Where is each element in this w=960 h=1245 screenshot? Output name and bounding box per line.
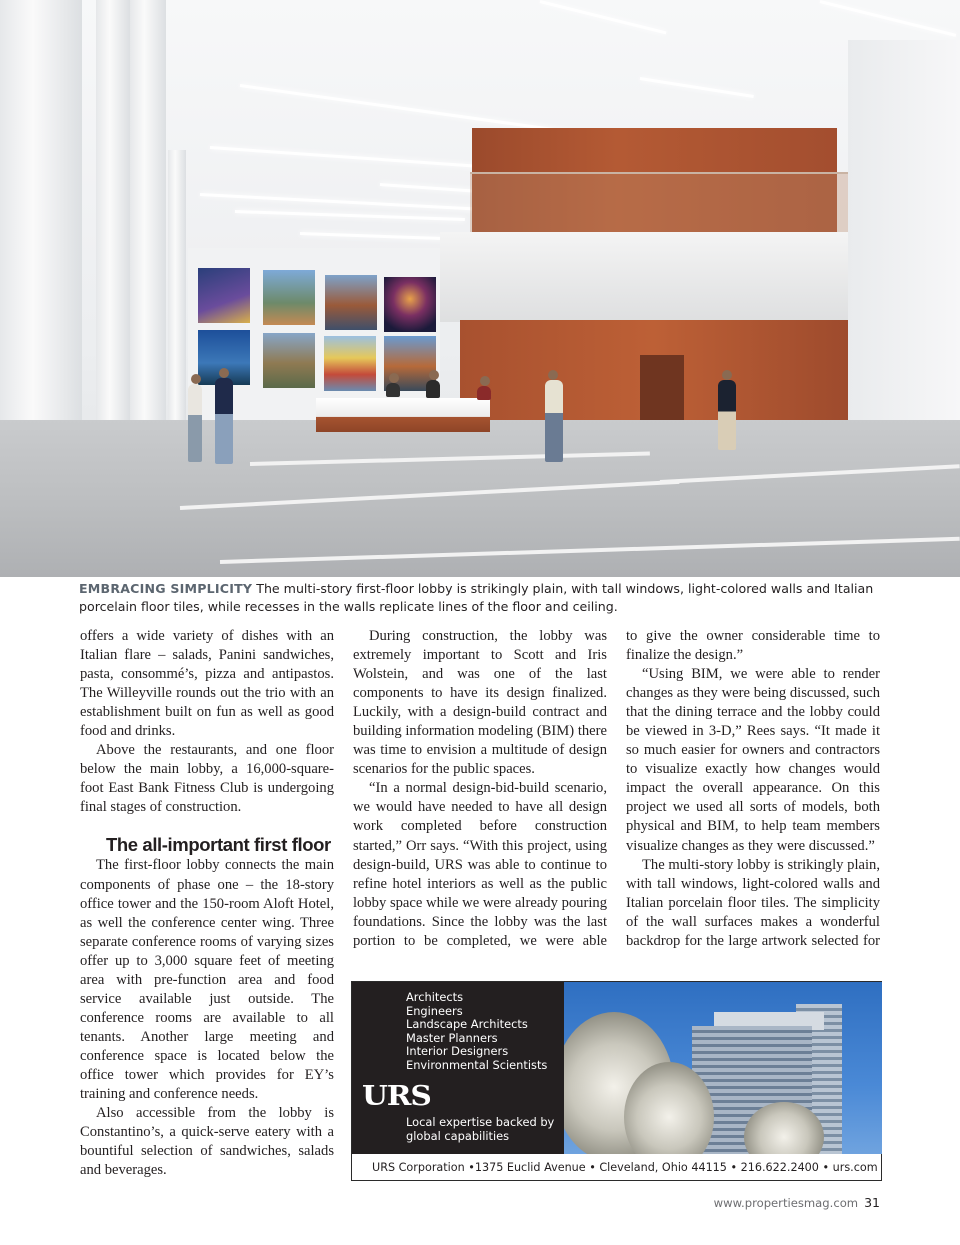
- artwork: [263, 333, 315, 388]
- ad-tagline: Local expertise backed by global capabilities: [406, 1115, 555, 1143]
- lobby-photo: [0, 0, 960, 577]
- paragraph: to give the owner considerable time to finalize the design.”: [626, 628, 880, 664]
- ad-service-item: Architects: [406, 990, 464, 1004]
- glass-railing: [470, 172, 850, 234]
- artwork: [263, 270, 315, 325]
- article-column-2: [353, 627, 607, 951]
- article-column-3: [626, 627, 880, 951]
- person: [386, 383, 400, 397]
- column: [130, 0, 166, 480]
- person: [215, 378, 233, 464]
- article-column-1: [80, 627, 334, 1180]
- ad-service-item: Landscape Architects: [406, 1017, 528, 1032]
- person: [191, 374, 201, 384]
- reception-desk: [316, 398, 490, 432]
- urs-advertisement[interactable]: [351, 981, 882, 1181]
- balcony: [440, 232, 852, 322]
- person: [722, 370, 732, 380]
- paragraph: offers a wide variety of dishes with an Italian flare – salads, Panini sandwiches, pasta, consommé’s, pizza and antipastos. The Willeyville rounds out the trio with an establishment built on fun as well as good food and drinks.: [80, 628, 334, 740]
- artwork: [198, 268, 250, 323]
- person: [426, 380, 440, 398]
- paragraph: The first-floor lobby connects the main components of phase one – the 18-story office tower and the 150-room Aloft Hotel, as well the conference center wing. Three separate conference rooms of varying sizes offer up to 3,000 square feet of meeting area with pre-function area and food service available just outside. The conference rooms are available to all tenants. Another large meeting and conference space is located below the office tower which provides for EY’s training and conference needs.: [80, 857, 334, 1103]
- person: [545, 380, 563, 462]
- paragraph: “In a normal design-bid-build scenario, we would have needed to have all design work completed before construction started,” Orr says. “With this project, using design-build, URS was able to continue to refine hotel interiors as well as the public lobby space while we were already pouring foundations. Since the lobby was the last portion to be completed, we were able: [353, 780, 607, 949]
- artwork: [324, 336, 376, 391]
- ad-service-item: Master Planners: [406, 1030, 498, 1045]
- artwork: [384, 277, 436, 332]
- page-folio: [714, 1195, 880, 1210]
- section-heading: The all-important first floor: [106, 834, 331, 856]
- person: [480, 376, 490, 386]
- paragraph: “Using BIM, we were able to render changes as they were being discussed, such that the dining terrace and the lobby could be viewed in 3-D,” Rees says. “It made it so much easier for owners and contractors to visualize exactly how changes would impact the overall appearance. On this project we used all sorts of models, both physical and BIM, to help team members visualize changes as they were discussed.”: [626, 666, 880, 854]
- person: [477, 386, 491, 400]
- artwork: [325, 275, 377, 330]
- page-number: 31: [864, 1195, 880, 1210]
- paragraph: Above the restaurants, and one floor below the main lobby, a 16,000-square-foot East Bank Fitness Club is undergoing final stages of construction.: [80, 742, 334, 816]
- column: [168, 150, 186, 450]
- person: [718, 380, 736, 450]
- person: [548, 370, 558, 380]
- paragraph: Also accessible from the lobby is Constantino’s, a quick-serve eatery with a bountiful selection of sandwiches, salads and beverages.: [80, 1105, 334, 1179]
- paragraph: The multi-story lobby is strikingly plain, with tall windows, light-colored walls and Italian porcelain floor tiles. The simplicity of the wall surfaces makes a wonderful backdrop for the large artwork selected for: [626, 856, 880, 949]
- caption-lead: EMBRACING SIMPLICITY: [79, 581, 253, 596]
- ad-service-item: Interior Designers: [406, 1044, 509, 1059]
- ad-service-item: Engineers: [406, 1003, 463, 1018]
- photo-caption: [79, 580, 889, 615]
- person: [219, 368, 229, 378]
- paragraph: During construction, the lobby was extremely important to Scott and Iris Wolstein, and was one of the last components to have its design finalized. Luckily, with a design-build contract and building information modeling (BIM) there was time to envision a multitude of design scenarios for the public spaces.: [353, 628, 607, 778]
- ad-services-list: [406, 991, 547, 1073]
- site-url[interactable]: www.propertiesmag.com: [713, 1196, 859, 1210]
- ad-building-photo: [564, 982, 882, 1154]
- person: [389, 373, 399, 383]
- person: [429, 370, 439, 380]
- ad-service-item: Environmental Scientists: [406, 1057, 548, 1072]
- caption-text: The multi-story first-floor lobby is strikingly plain, with tall windows, light-colored walls and Italian porcelain floor tiles, while recesses in the walls replicate lines of the floor and ceiling.: [79, 581, 874, 614]
- urs-logo: URS: [362, 1081, 431, 1112]
- ad-contact-line: URS Corporation •1375 Euclid Avenue • Cleveland, Ohio 44115 • 216.622.2400 • urs.com: [372, 1161, 878, 1174]
- ad-text-panel: [352, 982, 564, 1154]
- person: [188, 384, 202, 462]
